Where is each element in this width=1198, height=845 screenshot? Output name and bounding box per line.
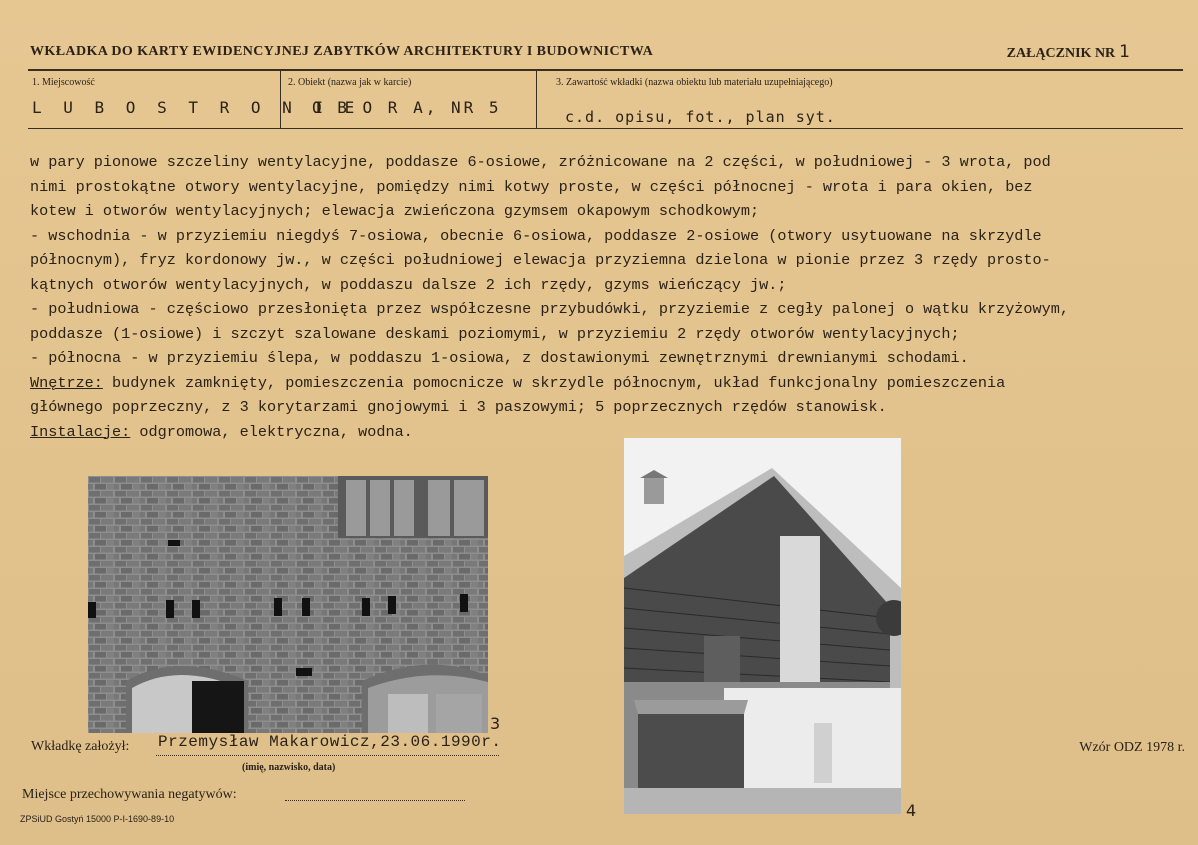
author-label: Wkładkę założył: <box>31 739 130 754</box>
printer-info: ZPSiUD Gostyń 15000 P-I-1690-89-10 <box>20 814 175 824</box>
locality-value: L U B O S T R O N I E <box>32 98 361 117</box>
photo-barn-gable <box>624 438 901 814</box>
negatives-label: Miejsce przechowywania negatywów: <box>22 787 237 802</box>
annex-number: 1 <box>1119 42 1130 62</box>
description-text <box>30 150 1180 444</box>
content-value: c.d. opisu, fot., plan syt. <box>565 108 836 126</box>
description-line: poddasze (1-osiowe) i szczyt szalowane deskami poziomymi, w przyziemiu 2 rzędy otworów wentylacyjnych; <box>30 324 960 343</box>
author-line <box>156 755 499 756</box>
locality-label: 1. Miejscowość <box>32 77 95 88</box>
author-value: Przemysław Makarowicz,23.06.1990r. <box>158 733 502 751</box>
photo1-number: 3 <box>490 714 501 733</box>
description-line: - północna - w przyziemiu ślepa, w poddaszu 1-osiowa, z dostawionymi zewnętrznymi drewnianymi schodami. <box>30 349 969 367</box>
object-value: O B O R A, NR 5 <box>312 98 502 117</box>
interior-text-cont: głównego poprzeczny, z 3 korytarzami gnojowymi i 3 paszowymi; 5 poprzecznych rzędów stanowisk. <box>30 398 887 416</box>
description-line: kątnych otworów wentylacyjnych, w poddaszu dalsze 2 ich rzędy, gzyms wieńczący jw.; <box>30 275 787 294</box>
description-line: kotew i otworów wentylacyjnych; elewacja zwieńczona gzymsem okapowym schodkowym; <box>30 202 760 220</box>
annex-text: ZAŁĄCZNIK NR <box>1006 46 1116 61</box>
installations-text: odgromowa, elektryczna, wodna. <box>130 422 413 441</box>
object-label: 2. Obiekt (nazwa jak w karcie) <box>288 77 412 88</box>
author-caption: (imię, nazwisko, data) <box>242 762 336 773</box>
description-line: - wschodnia - w przyziemiu niegdyś 7-osiowa, obecnie 6-osiowa, poddasze 2-osiowe (otwory usytuowane na skrzydle <box>30 226 1042 245</box>
header-rule <box>28 69 1183 71</box>
interior-heading: Wnętrze: <box>30 373 103 392</box>
content-label: 3. Zawartość wkładki (nazwa obiektu lub materiału uzupełniającego) <box>556 77 833 88</box>
document-title: WKŁADKA DO KARTY EWIDENCYJNEJ ZABYTKÓW ARCHITEKTURY I BUDOWNICTWA <box>30 44 654 59</box>
description-line: - południowa - częściowo przesłonięta przez współczesne przybudówki, przyziemie z cegły palonej o wątku krzyżowym, <box>30 300 1069 318</box>
description-line: północnym), fryz kordonowy jw., w części południowej elewacja przyziemna dzielona w pionie przez 3 rzędy prosto- <box>30 251 1051 269</box>
installations-heading: Instalacje: <box>30 422 131 441</box>
interior-text: budynek zamknięty, pomieszczenia pomocnicze w skrzydle północnym, układ funkcjonalny pomieszczenia <box>102 373 1006 392</box>
fields-rule <box>28 128 1183 129</box>
annex-label <box>1007 42 1130 62</box>
photo-brick-facade <box>88 476 488 733</box>
photo2-number: 4 <box>906 801 917 820</box>
description-line: nimi prostokątne otwory wentylacyjne, pomiędzy nimi kotwy proste, w części północnej - wrota i para okien, bez <box>30 177 1033 196</box>
form-model: Wzór ODZ 1978 r. <box>1079 740 1185 755</box>
description-line: w pary pionowe szczeliny wentylacyjne, poddasze 6-osiowe, zróżnicowane na 2 części, w południowej - 3 wrota, pod <box>30 153 1051 171</box>
field-separator <box>536 71 537 128</box>
negatives-line <box>285 800 465 801</box>
